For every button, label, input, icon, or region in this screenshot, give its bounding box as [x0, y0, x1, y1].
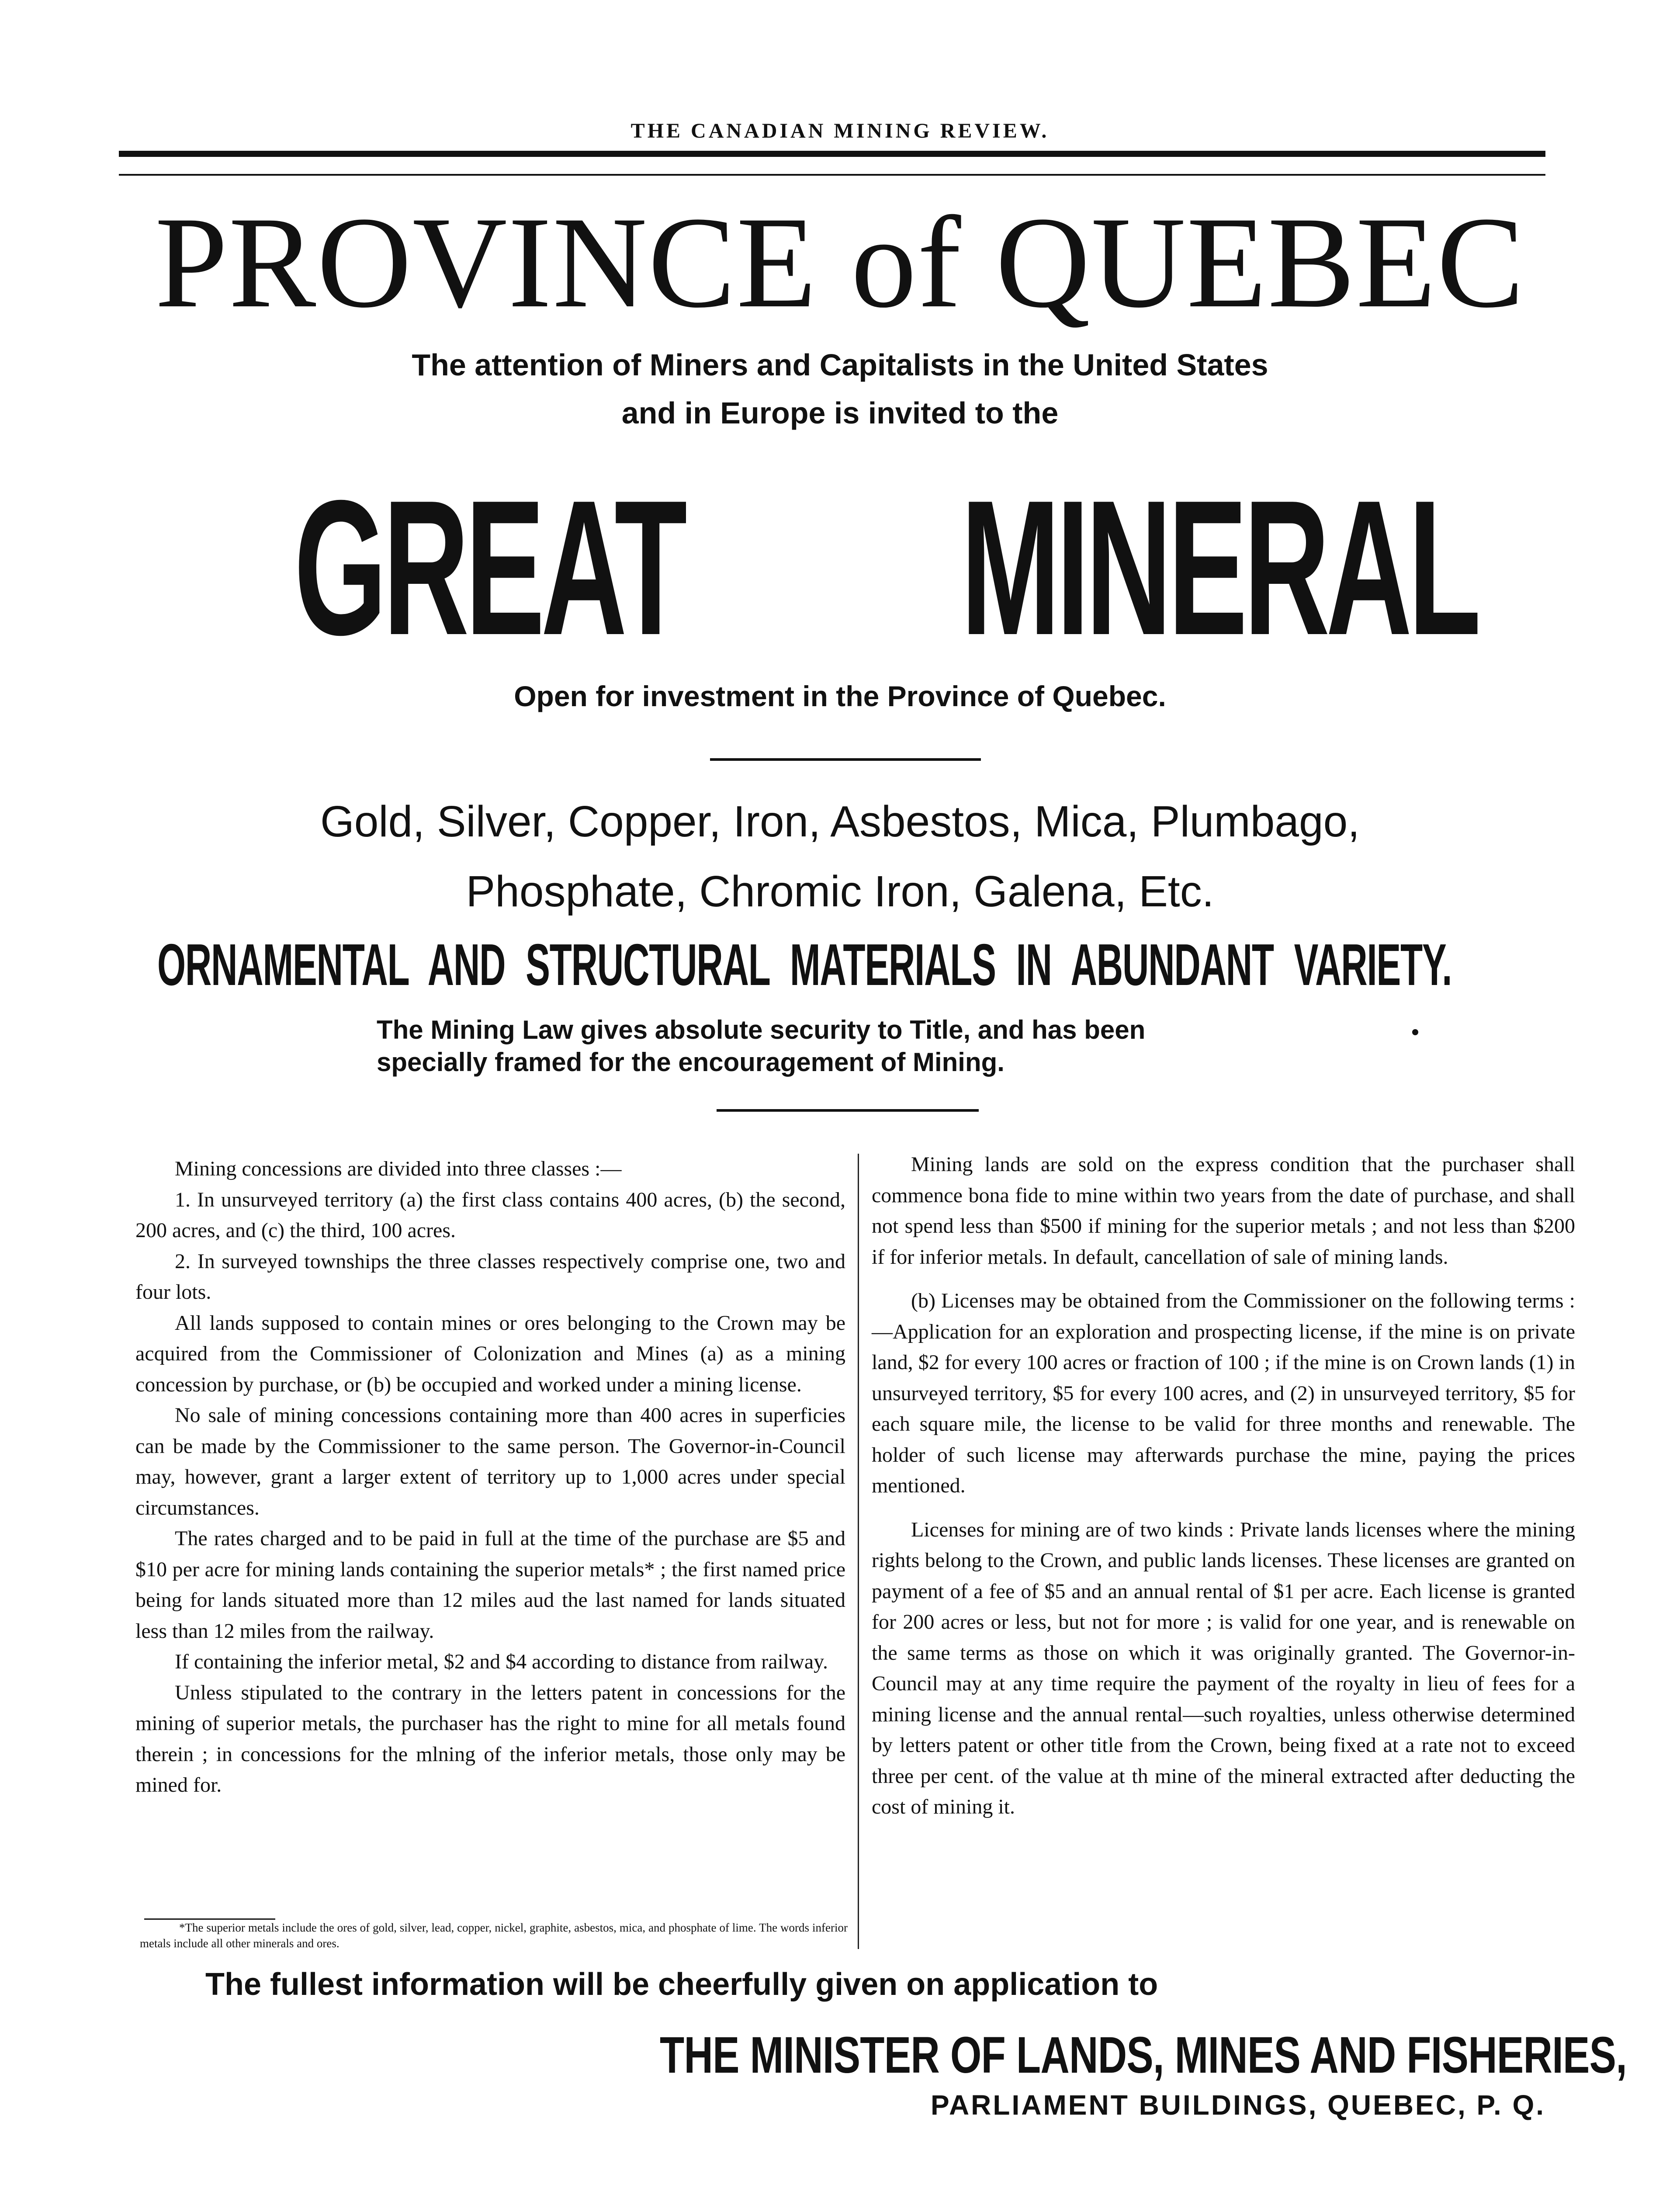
metals-line-2: Phosphate, Chromic Iron, Galena, Etc. — [466, 867, 1214, 916]
paragraph: Mining lands are sold on the express condition that the purchaser shall commence bona fide to mine within two years from the date of purchase, and shall not spend less than $500 if mining for the superior metals ; and not less than $200 if for inferior metals. In default, cancellation of sale of mining lands. — [872, 1153, 1575, 1269]
header-rule-thin — [119, 174, 1545, 176]
page-title: PROVINCE of QUEBEC — [155, 190, 1525, 335]
paragraph: All lands supposed to contain mines or ores belonging to the Crown may be acquired from the Commissioner of Colonization and Mines (a) as a mining concession by purchase, or (b) be occupied and worked under a mining license. — [135, 1311, 845, 1396]
mining-law-line-1: The Mining Law gives absolute security to Title, and has been — [377, 1015, 1146, 1044]
right-column — [872, 1149, 1575, 1823]
ornamental-heading: ORNAMENTAL AND STRUCTURAL MATERIALS IN ABUNDANT VARIETY. — [157, 932, 1452, 998]
divider-rule — [710, 758, 981, 761]
left-column — [135, 1154, 845, 1801]
mining-law-line-2: specially framed for the encouragement of Mining. — [377, 1047, 1005, 1077]
paragraph: 2. In surveyed townships the three classes respectively comprise one, two and four lots. — [135, 1249, 845, 1304]
paragraph: No sale of mining concessions containing more than 400 acres in superficies can be made by the Commissioner to the same person. The Governor-in-Council may, however, grant a larger extent of territory up to 1,000 acres under special circumstances. — [135, 1404, 845, 1519]
metals-list — [0, 787, 1680, 926]
parliament-address: PARLIAMENT BUILDINGS, QUEBEC, P. Q. — [931, 2089, 1546, 2121]
running-head: THE CANADIAN MINING REVIEW. — [630, 119, 1050, 142]
headline-word-mineral: MINERAL — [961, 461, 1478, 675]
column-divider — [858, 1154, 859, 1949]
paragraph: Mining concessions are divided into three classes :— — [175, 1157, 622, 1180]
paragraph: The rates charged and to be paid in full at the time of the purchase are $5 and $10 per acre for mining lands containing the superior metals* ; the first named price being for lands situated more than 12 miles aud the last named for lands situated less than 12 miles from the railway. — [135, 1527, 845, 1643]
invitation — [0, 341, 1680, 437]
minister-address: THE MINISTER OF LANDS, MINES AND FISHERIES, — [660, 2026, 1627, 2084]
footnote: *The superior metals include the ores of gold, silver, lead, copper, nickel, graphite, asbestos, mica, and phosphate of lime. The words inferior metals include all other minerals and ores. — [140, 1921, 848, 1950]
paragraph: Unless stipulated to the contrary in the letters patent in concessions for the mining of superior metals, the purchaser has the right to mine for all metals found therein ; in concessions for the mlning of the inferior metals, those only may be mined for. — [135, 1681, 845, 1797]
mining-law-statement — [377, 1014, 1382, 1079]
stray-mark — [1412, 1029, 1418, 1035]
headline — [175, 463, 1503, 673]
invitation-line-2: and in Europe is invited to the — [621, 396, 1059, 430]
open-for-investment: Open for investment in the Province of Quebec. — [514, 680, 1166, 712]
metals-line-1: Gold, Silver, Copper, Iron, Asbestos, Mica, Plumbago, — [320, 797, 1360, 846]
paragraph: Licenses for mining are of two kinds : Private lands licenses where the mining rights belong to the Crown, and public lands licenses. These licenses are granted on payment of a fee of $5 and an annual rental of $1 per acre. Each license is granted for 200 acres or less, but not for more ; is valid for one year, and is renewable on the same terms as those on which it was originally granted. The Governor-in-Council may at any time require the payment of the royalty in lieu of fees for a mining license and the annual rental—such royalties, unless otherwise determined by letters patent or other title from the Crown, being fixed at a rate not to exceed three per cent. of the value at th mine of the mineral extracted after deducting the cost of mining it. — [872, 1518, 1575, 1818]
header-rule-thick — [119, 151, 1545, 157]
fullest-information: The fullest information will be cheerfully given on application to — [205, 1967, 1158, 2002]
invitation-line-1: The attention of Miners and Capitalists in the United States — [412, 348, 1268, 382]
divider-rule — [717, 1109, 979, 1112]
paragraph: (b) Licenses may be obtained from the Commissioner on the following terms :—Application for an exploration and prospecting license, if the mine is on private land, $2 for every 100 acres or fraction of 100 ; if the mine is on Crown lands (1) in unsurveyed territory, $5 for every 100 acres, and (2) in unsurveyed territory, $5 for each square mile, the license to be valid for three months and renewable. The holder of such license may afterwards purchase the mine, paying the prices mentioned. — [872, 1289, 1575, 1497]
paragraph: 1. In unsurveyed territory (a) the first class contains 400 acres, (b) the second, 200 acres, and (c) the third, 100 acres. — [135, 1188, 845, 1242]
headline-word-great: GREAT — [294, 461, 684, 675]
paragraph: If containing the inferior metal, $2 and $4 according to distance from railway. — [175, 1650, 828, 1673]
